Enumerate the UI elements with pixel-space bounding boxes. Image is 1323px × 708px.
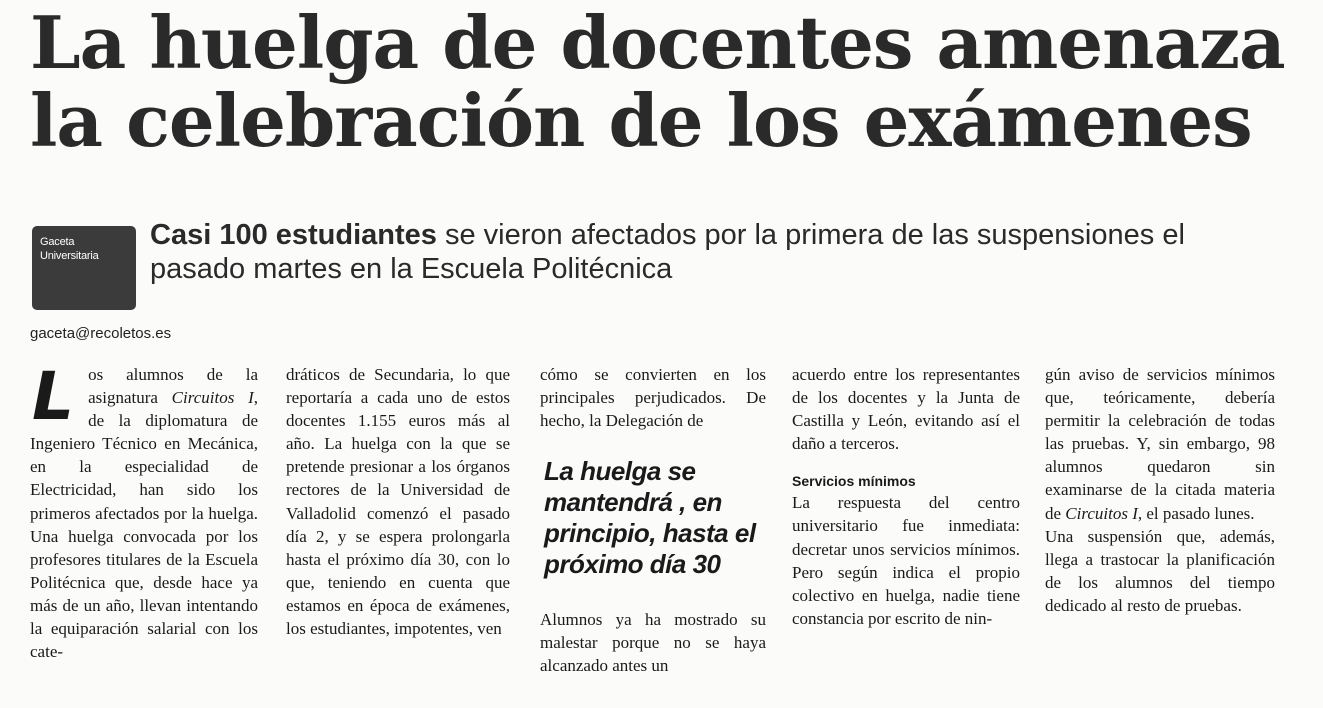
headline-line-2: la celebración de los exámenes: [30, 78, 1252, 163]
article-column-2: [286, 363, 510, 640]
byline-email: gaceta@recoletos.es: [30, 325, 172, 342]
article-column-4: [792, 363, 1020, 630]
subheadline: [150, 218, 1260, 286]
logo-text: [40, 235, 99, 263]
subheadline-bold: Casi 100 estudiantes: [150, 219, 437, 251]
col1-italic: Circuitos I: [171, 388, 254, 408]
col5-text-a: gún aviso de servicios mínimos que, teóricamente, debería permitir la celebración de todas las pruebas. Y, sin embargo, 98 alumnos quedaron sin examinarse de la citada materia de: [1045, 365, 1275, 523]
col2-text: dráticos de Secundaria, lo que reportaría a cada uno de estos docentes 1.155 euros más al año. La huelga con la que se pretende presionar a los órganos rectores de la Universidad de Valladolid comenzó el pasado día 2, y se espera prolongarla hasta el próximo día 30, con lo que, teniendo en cuenta que estamos en época de exámenes, los estudiantes, impotentes, ven: [286, 365, 510, 639]
col3-text-top: cómo se convierten en los principales perjudicados. De hecho, la Delegación de: [540, 365, 766, 431]
article-column-1: [30, 358, 258, 663]
article-column-5: [1045, 363, 1275, 617]
logo-line-1: Gaceta: [40, 236, 75, 248]
col1-text-b: , de la diplomatura de Ingeniero Técnico en Mecánica, en la especialidad de Electricidad, han sido los primeros afectados por la huelga. Una huelga convocada por los profesores titulares de la Escuela Politécnica que, desde hace ya más de un año, llevan intentando la equiparación salarial con los cate-: [30, 388, 258, 662]
subheadline-rest: se vieron afectados por la primera de las suspensiones el pasado martes en la Escuela Politécnica: [150, 219, 1185, 285]
col5-paragraph-2: Una suspensión que, además, llega a trastocar la planificación de los alumnos del tiempo dedicado al resto de pruebas.: [1045, 526, 1275, 615]
col3-text-bottom: Alumnos ya ha mostrado su malestar porque no se haya alcanzado antes un: [540, 610, 766, 676]
col5-text-b: , el pasado lunes.: [1137, 503, 1255, 523]
col5-italic: Circuitos I: [1065, 503, 1138, 523]
headline-line-1: La huelga de docentes amenaza: [30, 0, 1285, 85]
article-column-3: [540, 363, 766, 678]
logo-line-2: Universitaria: [40, 250, 99, 262]
gaceta-universitaria-logo: [32, 226, 136, 310]
pull-quote: La huelga se mantendrá , en principio, hasta el próximo día 30: [544, 456, 756, 580]
col4-text-bottom: La respuesta del centro universitario fue inmediata: decretar unos servicios mínimos. Pero según indica el propio colectivo en huelga, nadie tiene constancia por escrito de nin-: [792, 493, 1020, 628]
col1-text-a: os alumnos de la asignatura: [88, 365, 258, 408]
drop-cap: L: [32, 358, 75, 435]
section-heading: Servicios mínimos: [792, 473, 916, 490]
headline: [30, 0, 1310, 163]
col4-text-top: acuerdo entre los representantes de los docentes y la Junta de Castilla y León, evitando así el daño a terceros.: [792, 365, 1020, 454]
